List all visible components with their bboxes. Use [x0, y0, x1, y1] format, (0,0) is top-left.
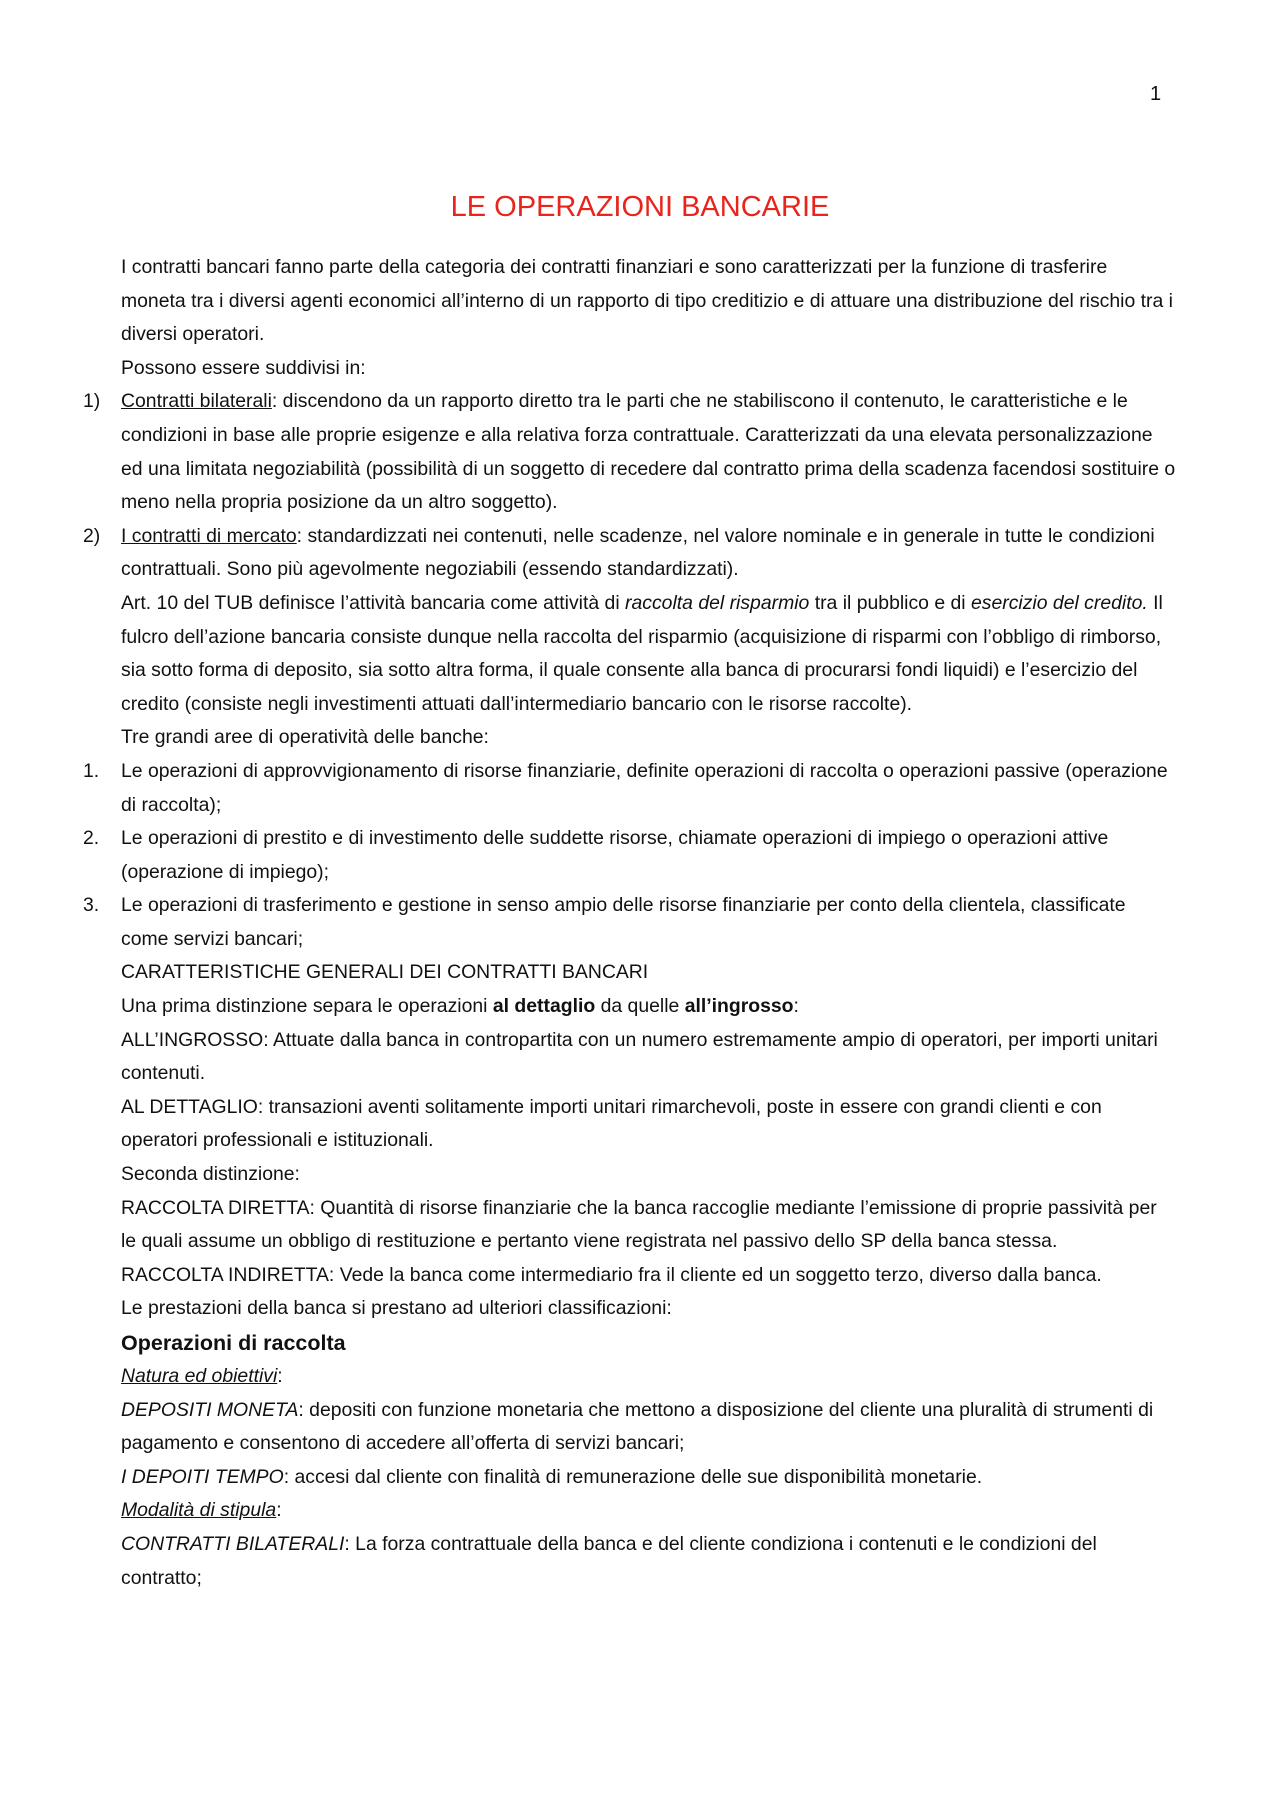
page-number: 1: [1150, 83, 1162, 105]
contract-type-term: I contratti di mercato: [121, 524, 297, 547]
art10-paragraph: [121, 587, 1176, 721]
area-text: Le operazioni di prestito e di investimento delle suddette risorse, chiamate operazioni di impiego o operazioni attive (operazione di impiego);: [121, 827, 1109, 883]
second-distinction: Seconda distinzione:: [121, 1163, 300, 1186]
depositi-tempo-label: I DEPOITI TEMPO: [121, 1465, 284, 1488]
section-heading: Operazioni di raccolta: [121, 1331, 346, 1355]
list-item: [83, 385, 1176, 519]
list-marker: 1): [83, 390, 101, 413]
dettaglio-paragraph: AL DETTAGLIO: transazioni aventi solitamente importi unitari rimarchevoli, poste in essere con grandi clienti e con operatori professionali e istituzionali.: [121, 1095, 1102, 1152]
list-marker: 1.: [83, 759, 100, 782]
art10-emphasis: esercizio del credito.: [971, 591, 1148, 614]
areas-intro: Tre grandi aree di operatività delle banche:: [121, 726, 489, 749]
art10-text: Art. 10 del TUB definisce l’attività bancaria come attività di: [121, 591, 626, 614]
art10-emphasis: raccolta del risparmio: [625, 591, 810, 614]
modalita-label: Modalità di stipula: [121, 1499, 277, 1522]
list-marker: 2): [83, 524, 101, 547]
contract-type-term: Contratti bilaterali: [121, 390, 272, 413]
contratti-bilaterali-text: : La forza contrattuale della banca e del cliente condiziona i contenuti e le condizioni del contratto;: [121, 1532, 1097, 1589]
distinction-bold: al dettaglio: [492, 995, 596, 1018]
contratti-bilaterali-paragraph: [121, 1528, 1176, 1595]
distinction-text: Una prima distinzione separa le operazioni: [121, 995, 493, 1018]
modalita-colon: :: [276, 1499, 282, 1522]
contract-type-text: : standardizzati nei contenuti, nelle scadenze, nel valore nominale e in generale in tutte le condizioni contrattuali. Sono più agevolmente negoziabili (essendo standardizzati).: [121, 524, 1155, 581]
natura-subheading: [121, 1360, 1176, 1394]
list-marker: 2.: [83, 827, 100, 850]
art10-text: tra il pubblico e di: [809, 591, 972, 614]
depositi-tempo-text: : accesi dal cliente con finalità di remunerazione delle sue disponibilità monetarie.: [283, 1465, 983, 1488]
distinction-bold: all’ingrosso: [684, 995, 794, 1018]
distinction-text: da quelle: [595, 995, 685, 1018]
natura-colon: :: [277, 1365, 283, 1387]
depositi-tempo-paragraph: [121, 1461, 1176, 1495]
list-item: [83, 755, 1176, 822]
subdivision-intro: Possono essere suddivisi in:: [121, 356, 366, 379]
list-item: [83, 822, 1176, 889]
raccolta-indiretta-paragraph: RACCOLTA INDIRETTA: Vede la banca come intermediario fra il cliente ed un soggetto terzo, diverso dalla banca.: [121, 1263, 1102, 1286]
list-item: [83, 520, 1176, 587]
depositi-moneta-paragraph: [121, 1394, 1176, 1461]
art10-text: Il fulcro dell’azione bancaria consiste dunque nella raccolta del risparmio (acquisizione di risparmi con l’obbligo di rimborso, sia sotto forma di deposito, sia sotto altra forma, il quale consente alla banca di procurarsi fondi liquidi) e l’esercizio del credito (consiste negli investimenti attuati dall’intermediario bancario con le risorse raccolte).: [121, 591, 1163, 715]
list-item: [83, 889, 1176, 956]
ingrosso-paragraph: ALL’INGROSSO: Attuate dalla banca in contropartita con un numero estremamente ampio di operatori, per importi unitari contenuti.: [121, 1028, 1158, 1085]
document-title: LE OPERAZIONI BANCARIE: [450, 191, 830, 223]
area-text: Le operazioni di trasferimento e gestione in senso ampio delle risorse finanziarie per conto della clientela, classificate come servizi bancari;: [121, 894, 1126, 950]
modalita-subheading: [121, 1494, 1176, 1528]
natura-label: Natura ed obiettivi: [121, 1365, 278, 1387]
classifications-intro: Le prestazioni della banca si prestano ad ulteriori classificazioni:: [121, 1297, 672, 1320]
list-marker: 3.: [83, 894, 100, 917]
contratti-bilaterali-label: CONTRATTI BILATERALI: [121, 1532, 345, 1555]
depositi-moneta-text: : depositi con funzione monetaria che mettono a disposizione del cliente una pluralità di strumenti di pagamento e consentono di accedere all’offerta di servizi bancari;: [121, 1398, 1154, 1455]
first-distinction: [121, 990, 1176, 1024]
general-heading: CARATTERISTICHE GENERALI DEI CONTRATTI BANCARI: [121, 961, 649, 984]
intro-paragraph: I contratti bancari fanno parte della categoria dei contratti finanziari e sono caratterizzati per la funzione di trasferire moneta tra i diversi agenti economici all’interno di un rapporto di tipo creditizio e di attuare una distribuzione del rischio tra i diversi operatori.: [121, 256, 1173, 346]
distinction-text: :: [793, 995, 799, 1018]
depositi-moneta-label: DEPOSITI MONETA: [121, 1398, 299, 1421]
area-text: Le operazioni di approvvigionamento di risorse finanziarie, definite operazioni di raccolta o operazioni passive (operazione di raccolta);: [121, 759, 1168, 816]
document-body: [83, 251, 1176, 1595]
contract-type-text: : discendono da un rapporto diretto tra le parti che ne stabiliscono il contenuto, le caratteristiche e le condizioni in base alle proprie esigenze e alla relativa forza contrattuale. Caratterizzati da una elevata personalizzazione ed una limitata negoziabilità (possibilità di un soggetto di recedere dal contratto prima della scadenza facendosi sostituire o meno nella propria posizione da un altro soggetto).: [121, 390, 1176, 514]
raccolta-diretta-paragraph: RACCOLTA DIRETTA: Quantità di risorse finanziarie che la banca raccoglie mediante l’emissione di proprie passività per le quali assume un obbligo di restituzione e pertanto viene registrata nel passivo dello SP della banca stessa.: [121, 1196, 1157, 1253]
